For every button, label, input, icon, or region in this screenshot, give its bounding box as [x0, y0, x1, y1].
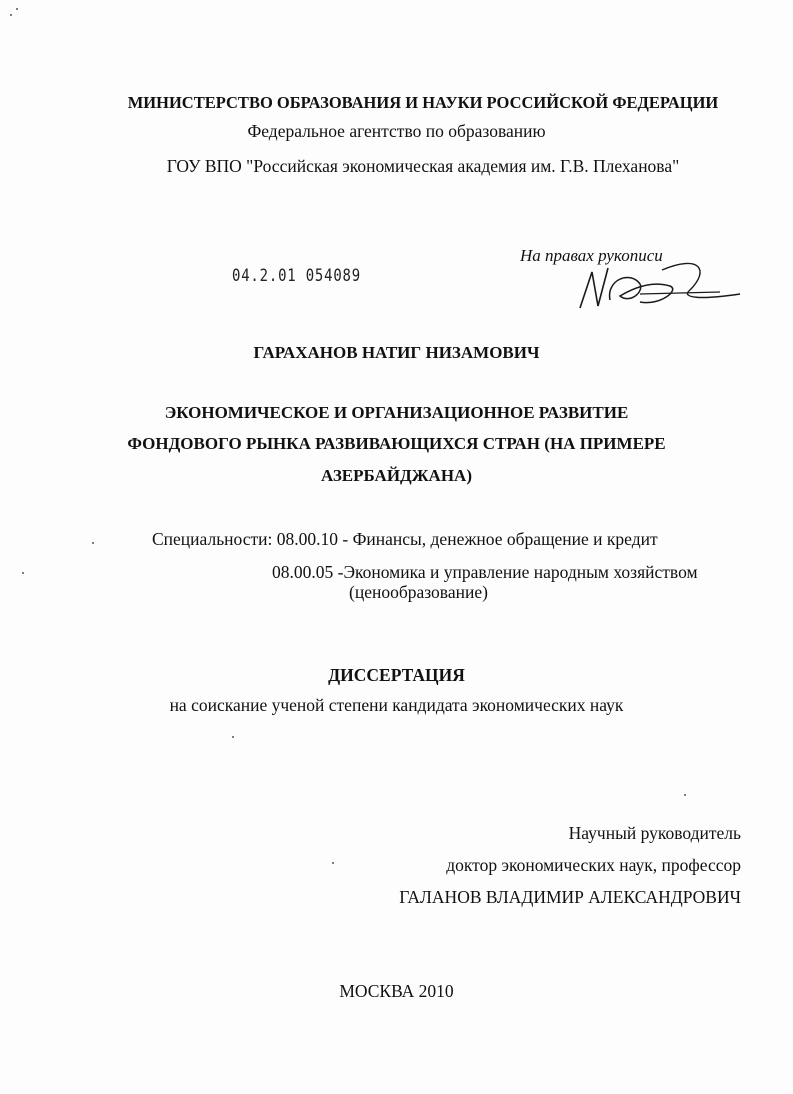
scan-speck	[684, 794, 686, 796]
handwritten-signature	[570, 250, 750, 320]
agency-line: Федеральное агентство по образованию	[247, 121, 546, 141]
supervisor-name: ГАЛАНОВ ВЛАДИМИР АЛЕКСАНДРОВИЧ	[399, 887, 741, 907]
city-year: МОСКВА 2010	[339, 981, 454, 1001]
document-type: ДИССЕРТАЦИЯ	[328, 665, 465, 685]
specialty-line-2: 08.00.05 -Экономика и управление народным хозяйством	[272, 562, 698, 582]
scan-speck	[22, 572, 24, 574]
supervisor-credentials: доктор экономических наук, профессор	[446, 855, 741, 875]
scan-speck	[92, 542, 94, 544]
archive-code: 04.2.01 054089	[232, 266, 361, 286]
university-line: ГОУ ВПО "Российская экономическая академия им. Г.В. Плеханова"	[166, 156, 680, 176]
thesis-title-line-2: ФОНДОВОГО РЫНКА РАЗВИВАЮЩИХСЯ СТРАН (НА ПРИМЕРЕ	[127, 434, 666, 453]
scan-speck	[16, 8, 18, 10]
thesis-title-line-1: ЭКОНОМИЧЕСКОЕ И ОРГАНИЗАЦИОННОЕ РАЗВИТИЕ	[164, 403, 629, 422]
thesis-title-line-3: АЗЕРБАЙДЖАНА)	[320, 466, 472, 485]
author-name: ГАРАХАНОВ НАТИГ НИЗАМОВИЧ	[253, 343, 540, 362]
degree-sought: на соискание ученой степени кандидата экономических наук	[169, 695, 624, 715]
scan-speck	[232, 736, 234, 738]
ministry-heading: МИНИСТЕРСТВО ОБРАЗОВАНИЯ И НАУКИ РОССИЙСКОЙ ФЕДЕРАЦИИ	[127, 93, 719, 112]
rights-note: На правах рукописи	[520, 246, 663, 265]
scan-speck	[332, 862, 334, 864]
specialty-line-1: Специальности: 08.00.10 - Финансы, денежное обращение и кредит	[152, 529, 658, 549]
specialty-line-3: (ценообразование)	[349, 582, 488, 602]
scan-speck	[10, 14, 12, 16]
supervisor-label: Научный руководитель	[568, 823, 741, 843]
